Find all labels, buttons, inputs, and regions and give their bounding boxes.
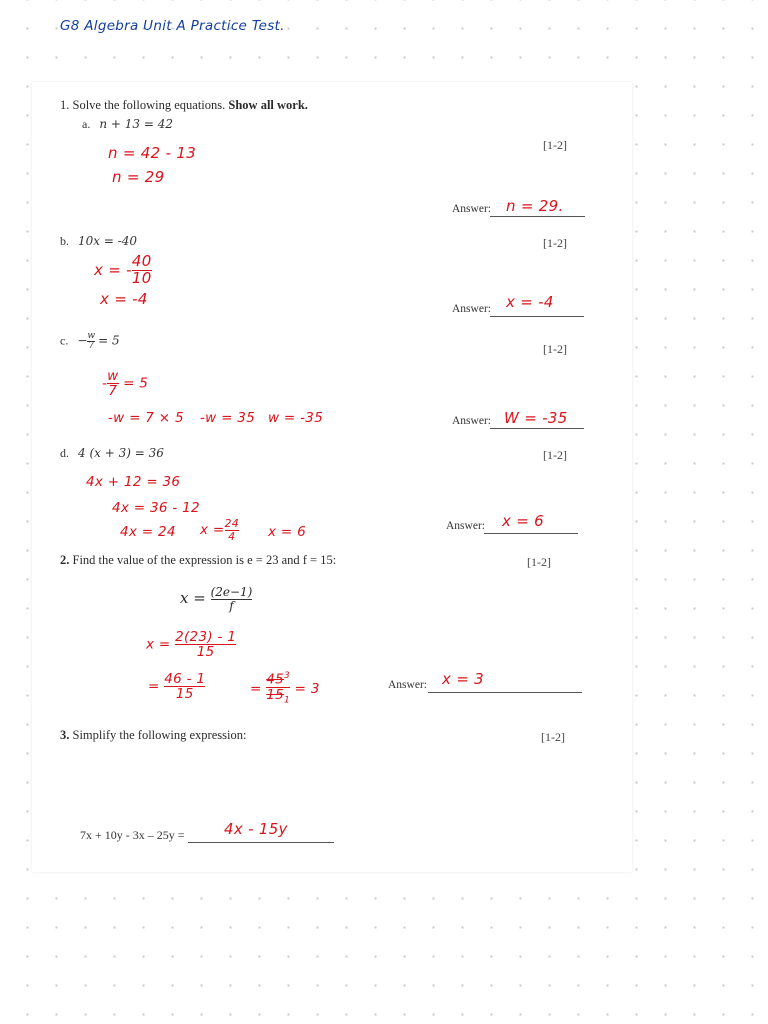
fraction bbox=[225, 518, 240, 542]
fraction bbox=[211, 586, 253, 612]
work-fraction bbox=[200, 518, 239, 542]
part-letter: d. bbox=[60, 446, 69, 460]
answer-value: W = -35 bbox=[504, 409, 568, 427]
equation-text: n + 13 = 42 bbox=[99, 117, 173, 131]
work-rest: = 5 bbox=[123, 375, 149, 392]
answer-value: x = 3 bbox=[442, 670, 485, 688]
fraction-numerator: (2e−1) bbox=[210, 585, 253, 599]
worksheet-page bbox=[32, 82, 632, 872]
work-prefix: = bbox=[250, 680, 262, 697]
work-fraction bbox=[94, 254, 152, 287]
page-title: G8 Algebra Unit A Practice Test. bbox=[60, 18, 285, 34]
fraction-denominator: 10 bbox=[131, 268, 152, 287]
answer-line bbox=[428, 691, 582, 693]
question-prompt: Find the value of the expression is e = 23 and f = 15: bbox=[72, 553, 337, 567]
work-prefix: x = - bbox=[94, 260, 132, 279]
fraction bbox=[164, 672, 205, 701]
answer-value: x = -4 bbox=[506, 293, 554, 311]
question-prompt-bold: Show all work. bbox=[228, 98, 308, 112]
part-d-equation bbox=[60, 446, 164, 461]
work-line: -w = 35 bbox=[200, 410, 256, 426]
work-result: = 3 bbox=[294, 680, 320, 697]
fraction-numerator: w bbox=[107, 368, 119, 384]
points-label: [1-2] bbox=[543, 448, 567, 462]
fraction bbox=[266, 672, 290, 706]
fraction-numerator bbox=[266, 672, 290, 687]
question-number: 3. bbox=[60, 728, 70, 742]
question-prompt: Simplify the following expression: bbox=[72, 728, 247, 742]
work-line: n = 29 bbox=[112, 168, 165, 186]
fraction-numerator: 24 bbox=[224, 517, 240, 530]
points-label: [1-2] bbox=[527, 555, 551, 569]
answer-line bbox=[490, 315, 584, 317]
work-line: x = -4 bbox=[100, 290, 148, 308]
answer-line bbox=[490, 215, 585, 217]
question-number: 1. bbox=[60, 98, 70, 112]
fraction-denominator: 15 bbox=[196, 644, 215, 661]
work-fraction bbox=[148, 672, 205, 701]
cancelled-denominator: 15 bbox=[266, 686, 284, 703]
fraction-numerator: 2(23) - 1 bbox=[175, 629, 237, 645]
part-letter: a. bbox=[82, 117, 91, 131]
part-a-equation bbox=[82, 117, 173, 132]
points-label: [1-2] bbox=[543, 236, 567, 250]
fraction-denominator: 4 bbox=[228, 529, 236, 543]
work-line: 4x + 12 = 36 bbox=[86, 474, 181, 490]
work-fraction bbox=[146, 630, 236, 659]
equation-text: 4 (x + 3) = 36 bbox=[78, 446, 164, 460]
work-line: 4x = 24 bbox=[120, 524, 176, 540]
formula bbox=[180, 586, 252, 612]
answer-line bbox=[188, 841, 334, 843]
work-fraction bbox=[102, 369, 148, 398]
work-line: 4x = 36 - 12 bbox=[112, 500, 200, 516]
work-line: -w = 7 × 5 bbox=[108, 410, 184, 426]
answer-label: Answer: bbox=[452, 203, 491, 215]
equation-text: 10x = -40 bbox=[78, 234, 138, 248]
fraction-numerator: 46 - 1 bbox=[164, 671, 206, 687]
answer-label: Answer: bbox=[446, 520, 485, 532]
points-label: [1-2] bbox=[543, 342, 567, 356]
fraction-numerator: w bbox=[87, 331, 96, 341]
part-letter: c. bbox=[60, 333, 69, 348]
fraction bbox=[132, 254, 152, 287]
work-sign: - bbox=[102, 375, 108, 392]
answer-line bbox=[490, 427, 584, 429]
expression: 7x + 10y - 3x – 25y = bbox=[80, 828, 185, 842]
answer-label: Answer: bbox=[388, 679, 427, 691]
question-1-heading bbox=[60, 98, 308, 113]
part-b-equation bbox=[60, 234, 137, 249]
work-prefix: x = bbox=[146, 636, 171, 653]
work-line: n = 42 - 13 bbox=[108, 144, 197, 162]
reduced-numerator: 3 bbox=[284, 671, 291, 681]
work-prefix: = bbox=[148, 678, 160, 695]
points-label: [1-2] bbox=[543, 138, 567, 152]
reduced-denominator: 1 bbox=[284, 695, 291, 706]
equation-rest: = 5 bbox=[98, 333, 120, 348]
answer-label: Answer: bbox=[452, 415, 491, 427]
part-letter: b. bbox=[60, 234, 69, 248]
question-prompt: Solve the following equations. bbox=[72, 98, 226, 112]
points-label: [1-2] bbox=[541, 730, 565, 744]
answer-value: n = 29. bbox=[506, 197, 564, 215]
fraction bbox=[175, 630, 236, 659]
work-line: x = 6 bbox=[268, 524, 306, 540]
work-prefix: x = bbox=[200, 522, 225, 539]
fraction-denominator: f bbox=[229, 598, 234, 613]
answer-line bbox=[484, 532, 578, 534]
fraction bbox=[107, 369, 118, 398]
fraction-denominator: 15 bbox=[175, 686, 194, 703]
fraction-numerator: 40 bbox=[131, 252, 152, 270]
part-c-equation bbox=[60, 332, 120, 352]
question-number: 2. bbox=[60, 553, 70, 567]
question-2-heading bbox=[60, 553, 336, 568]
fraction-denominator bbox=[266, 688, 290, 706]
work-fraction bbox=[250, 672, 320, 706]
question-3-heading bbox=[60, 728, 246, 743]
equation-sign: − bbox=[77, 333, 88, 348]
formula-lhs: x = bbox=[180, 589, 206, 608]
answer-value: x = 6 bbox=[502, 512, 545, 530]
fraction-denominator: 7 bbox=[88, 341, 95, 352]
answer-value: 4x - 15y bbox=[224, 820, 288, 838]
work-line: w = -35 bbox=[268, 410, 324, 426]
fraction bbox=[87, 332, 95, 352]
answer-label: Answer: bbox=[452, 303, 491, 315]
cancelled-numerator: 45 bbox=[266, 671, 284, 688]
fraction-denominator: 7 bbox=[108, 383, 118, 400]
